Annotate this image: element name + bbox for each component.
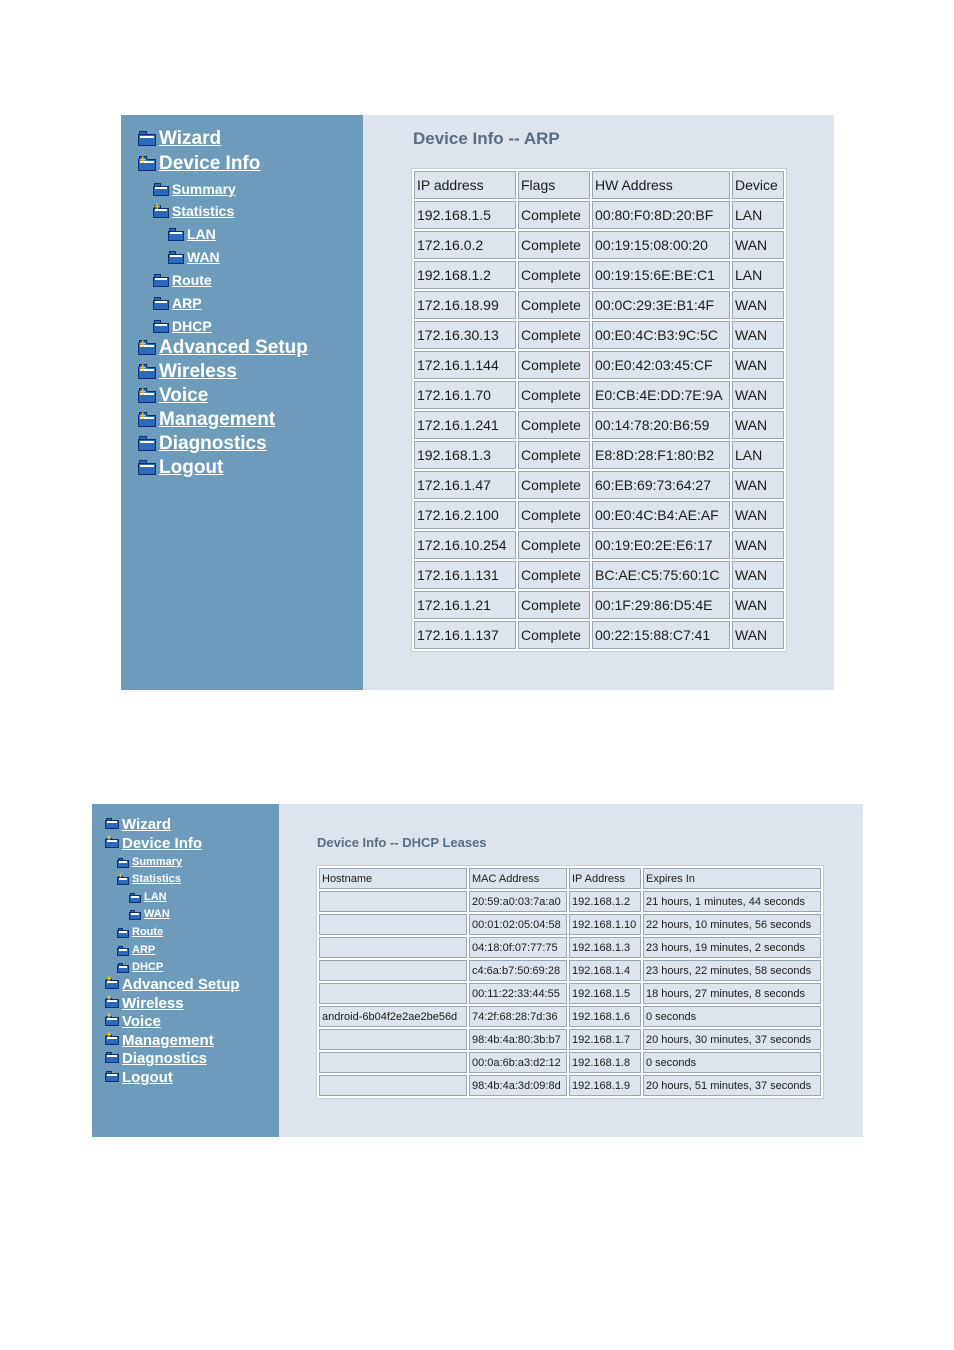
sidebar-item-wizard[interactable] bbox=[138, 128, 221, 150]
sidebar-item-label: Logout bbox=[122, 1069, 173, 1086]
column-header: Flags bbox=[518, 171, 590, 199]
folder-icon bbox=[153, 274, 169, 287]
column-header: Device bbox=[732, 171, 784, 199]
folder-icon bbox=[153, 297, 169, 310]
table-cell: 172.16.10.254 bbox=[414, 531, 516, 559]
table-cell: 00:19:15:08:00:20 bbox=[592, 231, 730, 259]
table-cell: Complete bbox=[518, 351, 590, 379]
folder-icon bbox=[153, 183, 169, 196]
sidebar-item-arp[interactable] bbox=[153, 295, 202, 311]
table-cell bbox=[319, 1075, 467, 1096]
folder-icon bbox=[129, 910, 141, 920]
open-folder-icon: + bbox=[117, 875, 129, 885]
sidebar-item-label: Wizard bbox=[122, 816, 172, 833]
table-cell: 192.168.1.7 bbox=[569, 1029, 641, 1050]
table-cell bbox=[319, 983, 467, 1004]
sidebar-item-wireless[interactable] bbox=[138, 361, 237, 383]
folder-icon bbox=[105, 818, 119, 829]
sidebar-item-label: Summary bbox=[172, 181, 236, 197]
table-cell: 00:01:02:05:04:58 bbox=[469, 914, 567, 935]
table-row bbox=[319, 960, 821, 981]
table-cell: 20:59:a0:03:7a:a0 bbox=[469, 891, 567, 912]
table-cell: 192.168.1.2 bbox=[569, 891, 641, 912]
page-title: Device Info -- DHCP Leases bbox=[317, 835, 487, 850]
table-cell: E8:8D:28:F1:80:B2 bbox=[592, 441, 730, 469]
table-cell: Complete bbox=[518, 231, 590, 259]
table-cell bbox=[319, 937, 467, 958]
sidebar-item-label: Route bbox=[172, 272, 212, 288]
table-cell: 18 hours, 27 minutes, 8 seconds bbox=[643, 983, 821, 1004]
table-cell: 192.168.1.10 bbox=[569, 914, 641, 935]
table-row bbox=[414, 261, 784, 289]
table-cell: 00:11:22:33:44:55 bbox=[469, 983, 567, 1004]
sidebar-item-lan[interactable] bbox=[168, 226, 216, 242]
table-cell: Complete bbox=[518, 501, 590, 529]
sidebar-item-label: Management bbox=[159, 409, 276, 430]
table-cell: Complete bbox=[518, 561, 590, 589]
sidebar-item-wireless[interactable] bbox=[105, 995, 184, 1012]
sidebar-item-device-info[interactable] bbox=[138, 153, 260, 175]
folder-icon bbox=[117, 963, 129, 973]
folder-icon bbox=[168, 251, 184, 264]
sidebar-item-label: Advanced Setup bbox=[122, 976, 240, 993]
table-cell: 192.168.1.9 bbox=[569, 1075, 641, 1096]
table-cell: BC:AE:C5:75:60:1C bbox=[592, 561, 730, 589]
table-cell: 00:0a:6b:a3:d2:12 bbox=[469, 1052, 567, 1073]
sidebar-item-label: Wizard bbox=[159, 128, 222, 149]
sidebar-item-route[interactable] bbox=[153, 272, 212, 288]
table-row bbox=[414, 231, 784, 259]
table-cell: Complete bbox=[518, 591, 590, 619]
table-cell: WAN bbox=[732, 621, 784, 649]
table-cell: 172.16.18.99 bbox=[414, 291, 516, 319]
table-cell: WAN bbox=[732, 561, 784, 589]
folder-icon bbox=[138, 436, 156, 451]
sidebar-item-label: Route bbox=[132, 926, 164, 938]
table-cell: Complete bbox=[518, 261, 590, 289]
sidebar-item-arp[interactable] bbox=[117, 944, 155, 956]
sidebar-item-label: Diagnostics bbox=[159, 433, 267, 454]
table-cell: Complete bbox=[518, 621, 590, 649]
table-cell: 172.16.1.131 bbox=[414, 561, 516, 589]
sidebar-item-label: Advanced Setup bbox=[159, 337, 308, 358]
table-cell: 00:E0:4C:B3:9C:5C bbox=[592, 321, 730, 349]
table-cell: Complete bbox=[518, 471, 590, 499]
sidebar-item-diagnostics[interactable] bbox=[105, 1050, 207, 1067]
table-cell: 00:14:78:20:B6:59 bbox=[592, 411, 730, 439]
table-cell: 23 hours, 19 minutes, 2 seconds bbox=[643, 937, 821, 958]
table-row bbox=[414, 471, 784, 499]
dhcp-screenshot bbox=[92, 804, 863, 1137]
open-folder-icon: + bbox=[138, 340, 156, 355]
open-folder-icon: + bbox=[105, 1015, 119, 1026]
folder-icon bbox=[129, 893, 141, 903]
table-row bbox=[319, 914, 821, 935]
table-row bbox=[319, 891, 821, 912]
table-row bbox=[319, 983, 821, 1004]
sidebar-item-management[interactable] bbox=[105, 1032, 214, 1049]
sidebar-item-label: Wireless bbox=[159, 361, 237, 382]
open-folder-icon: + bbox=[138, 412, 156, 427]
open-folder-icon: + bbox=[138, 156, 156, 171]
table-cell: 00:80:F0:8D:20:BF bbox=[592, 201, 730, 229]
table-row bbox=[414, 351, 784, 379]
sidebar-item-management[interactable] bbox=[138, 409, 275, 431]
open-folder-icon: + bbox=[105, 978, 119, 989]
table-cell: 192.168.1.4 bbox=[569, 960, 641, 981]
sidebar-item-label: LAN bbox=[144, 891, 167, 903]
sidebar-item-label: Diagnostics bbox=[122, 1050, 208, 1067]
table-cell: 172.16.2.100 bbox=[414, 501, 516, 529]
sidebar-item-label: Wireless bbox=[122, 995, 184, 1012]
table-cell: 20 hours, 51 minutes, 37 seconds bbox=[643, 1075, 821, 1096]
open-folder-icon: + bbox=[105, 1034, 119, 1045]
open-folder-icon: + bbox=[138, 364, 156, 379]
table-cell: 60:EB:69:73:64:27 bbox=[592, 471, 730, 499]
sidebar-item-label: Summary bbox=[132, 856, 183, 868]
folder-icon bbox=[105, 1052, 119, 1063]
column-header: Hostname bbox=[319, 868, 467, 889]
folder-icon bbox=[117, 946, 129, 956]
column-header: IP address bbox=[414, 171, 516, 199]
table-cell: WAN bbox=[732, 381, 784, 409]
table-cell: 172.16.1.137 bbox=[414, 621, 516, 649]
table-row bbox=[414, 291, 784, 319]
sidebar-item-label: ARP bbox=[172, 295, 202, 311]
sidebar-item-wan[interactable] bbox=[168, 249, 220, 265]
sidebar-item-advanced-setup[interactable] bbox=[138, 337, 308, 359]
table-cell: 172.16.1.144 bbox=[414, 351, 516, 379]
table-cell: 00:E0:42:03:45:CF bbox=[592, 351, 730, 379]
table-row bbox=[414, 201, 784, 229]
sidebar-item-diagnostics[interactable] bbox=[138, 433, 267, 455]
table-cell: 00:E0:4C:B4:AE:AF bbox=[592, 501, 730, 529]
sidebar-item-label: Device Info bbox=[159, 153, 261, 174]
column-header: HW Address bbox=[592, 171, 730, 199]
sidebar-item-label: Logout bbox=[159, 457, 224, 478]
sidebar-item-logout[interactable] bbox=[105, 1069, 173, 1086]
sidebar-item-summary[interactable] bbox=[117, 856, 182, 868]
sidebar-item-dhcp[interactable] bbox=[153, 318, 212, 334]
table-cell: Complete bbox=[518, 381, 590, 409]
table-cell bbox=[319, 891, 467, 912]
table-cell bbox=[319, 914, 467, 935]
sidebar-item-label: Voice bbox=[122, 1013, 161, 1030]
sidebar-item-label: Statistics bbox=[132, 873, 181, 885]
table-cell: WAN bbox=[732, 231, 784, 259]
table-cell: Complete bbox=[518, 531, 590, 559]
table-cell: LAN bbox=[732, 201, 784, 229]
table-row bbox=[414, 561, 784, 589]
table-cell: android-6b04f2e2ae2be56d bbox=[319, 1006, 467, 1027]
table-cell: WAN bbox=[732, 501, 784, 529]
sidebar-item-label: WAN bbox=[144, 908, 170, 920]
table-row bbox=[319, 1029, 821, 1050]
sidebar-item-label: DHCP bbox=[132, 961, 164, 973]
table-cell bbox=[319, 1052, 467, 1073]
table-cell: 04:18:0f:07:77:75 bbox=[469, 937, 567, 958]
table-cell: 172.16.1.70 bbox=[414, 381, 516, 409]
table-cell: 00:22:15:88:C7:41 bbox=[592, 621, 730, 649]
table-cell: 172.16.30.13 bbox=[414, 321, 516, 349]
table-cell: WAN bbox=[732, 591, 784, 619]
sidebar-item-summary[interactable] bbox=[153, 181, 236, 197]
table-row bbox=[414, 501, 784, 529]
table-cell: c4:6a:b7:50:69:28 bbox=[469, 960, 567, 981]
open-folder-icon: + bbox=[138, 388, 156, 403]
page-title: Device Info -- ARP bbox=[413, 129, 560, 148]
folder-icon bbox=[138, 131, 156, 146]
table-cell: E0:CB:4E:DD:7E:9A bbox=[592, 381, 730, 409]
table-cell: Complete bbox=[518, 201, 590, 229]
sidebar-item-label: Statistics bbox=[172, 203, 235, 219]
table-cell: WAN bbox=[732, 351, 784, 379]
table-cell: 172.16.1.21 bbox=[414, 591, 516, 619]
table-cell: LAN bbox=[732, 261, 784, 289]
table-cell: WAN bbox=[732, 531, 784, 559]
arp-screenshot bbox=[121, 115, 834, 690]
open-folder-icon: + bbox=[105, 997, 119, 1008]
table-cell: 192.168.1.8 bbox=[569, 1052, 641, 1073]
table-cell: 00:19:15:6E:BE:C1 bbox=[592, 261, 730, 289]
sidebar-item-label: Device Info bbox=[122, 835, 203, 852]
table-row bbox=[414, 321, 784, 349]
table-cell: 192.168.1.5 bbox=[414, 201, 516, 229]
table-row bbox=[414, 531, 784, 559]
folder-icon bbox=[117, 858, 129, 868]
sidebar-item-wan[interactable] bbox=[129, 908, 170, 920]
folder-icon bbox=[105, 1071, 119, 1082]
table-cell: 74:2f:68:28:7d:36 bbox=[469, 1006, 567, 1027]
column-header: MAC Address bbox=[469, 868, 567, 889]
table-cell: 192.168.1.5 bbox=[569, 983, 641, 1004]
table-row bbox=[319, 1052, 821, 1073]
table-cell: WAN bbox=[732, 411, 784, 439]
column-header: Expires In bbox=[643, 868, 821, 889]
sidebar-item-voice[interactable] bbox=[138, 385, 208, 407]
table-cell: 192.168.1.3 bbox=[414, 441, 516, 469]
table-row bbox=[414, 441, 784, 469]
sidebar-item-statistics[interactable] bbox=[153, 203, 234, 219]
table-cell: 98:4b:4a:80:3b:b7 bbox=[469, 1029, 567, 1050]
table-cell: Complete bbox=[518, 441, 590, 469]
folder-icon bbox=[117, 928, 129, 938]
open-folder-icon: + bbox=[153, 205, 169, 218]
sidebar-item-dhcp[interactable] bbox=[117, 961, 163, 973]
table-cell: 192.168.1.3 bbox=[569, 937, 641, 958]
table-cell: 0 seconds bbox=[643, 1052, 821, 1073]
table-row bbox=[414, 411, 784, 439]
sidebar-item-voice[interactable] bbox=[105, 1013, 161, 1030]
table-cell bbox=[319, 1029, 467, 1050]
sidebar-item-device-info[interactable] bbox=[105, 835, 202, 852]
folder-icon bbox=[138, 460, 156, 475]
table-row bbox=[319, 1075, 821, 1096]
table-cell: 0 seconds bbox=[643, 1006, 821, 1027]
sidebar-item-label: DHCP bbox=[172, 318, 212, 334]
sidebar-item-label: Voice bbox=[159, 385, 209, 406]
table-cell: 00:1F:29:86:D5:4E bbox=[592, 591, 730, 619]
sidebar-item-label: WAN bbox=[187, 249, 220, 265]
sidebar-item-advanced-setup[interactable] bbox=[105, 976, 240, 993]
table-header-row bbox=[319, 868, 821, 889]
folder-icon bbox=[168, 228, 184, 241]
table-row bbox=[319, 1006, 821, 1027]
sidebar-item-statistics[interactable] bbox=[117, 873, 181, 885]
table-header-row bbox=[414, 171, 784, 199]
table-cell: LAN bbox=[732, 441, 784, 469]
table-cell: 172.16.0.2 bbox=[414, 231, 516, 259]
table-cell: Complete bbox=[518, 291, 590, 319]
sidebar-item-label: Management bbox=[122, 1032, 214, 1049]
sidebar-item-label: ARP bbox=[132, 944, 156, 956]
dhcp-leases-table bbox=[316, 865, 824, 1099]
folder-icon bbox=[153, 320, 169, 333]
table-cell: 192.168.1.6 bbox=[569, 1006, 641, 1027]
table-row bbox=[319, 937, 821, 958]
sidebar-item-route[interactable] bbox=[117, 926, 163, 938]
table-row bbox=[414, 591, 784, 619]
sidebar-item-wizard[interactable] bbox=[105, 816, 171, 833]
table-cell: 22 hours, 10 minutes, 56 seconds bbox=[643, 914, 821, 935]
table-cell: 23 hours, 22 minutes, 58 seconds bbox=[643, 960, 821, 981]
sidebar-item-logout[interactable] bbox=[138, 457, 223, 479]
arp-table bbox=[411, 168, 787, 652]
sidebar-item-label: LAN bbox=[187, 226, 216, 242]
sidebar-item-lan[interactable] bbox=[129, 891, 167, 903]
table-cell: 00:19:E0:2E:E6:17 bbox=[592, 531, 730, 559]
table-cell: 172.16.1.47 bbox=[414, 471, 516, 499]
table-cell: WAN bbox=[732, 471, 784, 499]
table-cell: Complete bbox=[518, 411, 590, 439]
open-folder-icon: + bbox=[105, 837, 119, 848]
table-cell: 192.168.1.2 bbox=[414, 261, 516, 289]
table-cell: 21 hours, 1 minutes, 44 seconds bbox=[643, 891, 821, 912]
table-cell: 172.16.1.241 bbox=[414, 411, 516, 439]
table-cell: Complete bbox=[518, 321, 590, 349]
column-header: IP Address bbox=[569, 868, 641, 889]
table-cell: 00:0C:29:3E:B1:4F bbox=[592, 291, 730, 319]
table-cell: WAN bbox=[732, 321, 784, 349]
table-row bbox=[414, 621, 784, 649]
table-cell: WAN bbox=[732, 291, 784, 319]
table-cell: 98:4b:4a:3d:09:8d bbox=[469, 1075, 567, 1096]
table-cell bbox=[319, 960, 467, 981]
table-row bbox=[414, 381, 784, 409]
table-cell: 20 hours, 30 minutes, 37 seconds bbox=[643, 1029, 821, 1050]
